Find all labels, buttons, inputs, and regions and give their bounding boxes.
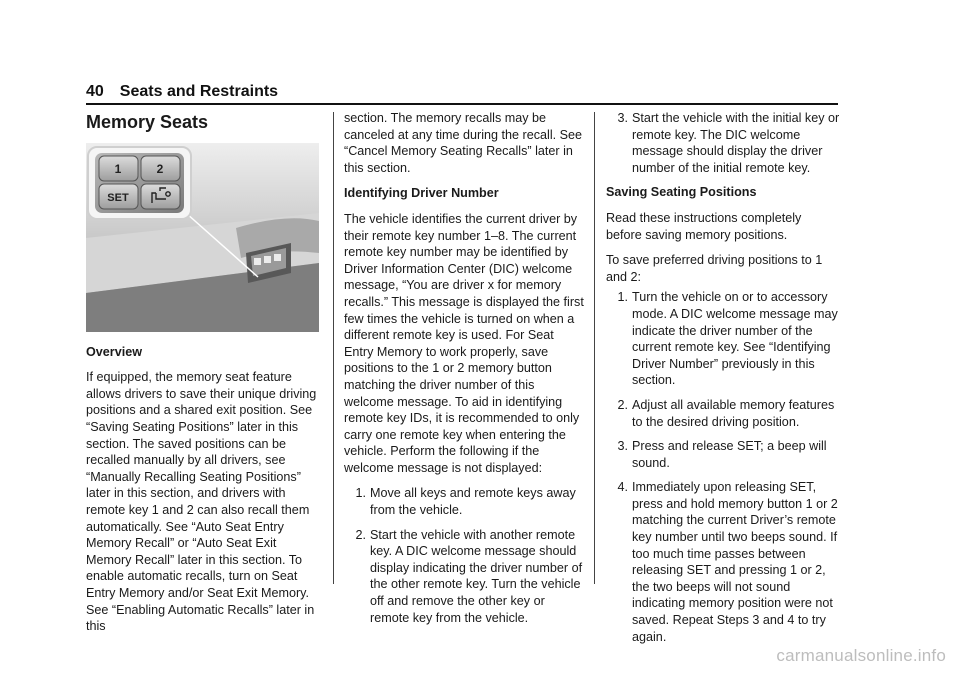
saving-positions-heading: Saving Seating Positions xyxy=(606,185,757,200)
step-text: Turn the vehicle on or to accessory mode. A DIC welcome message may indicate the driver number of the current remote key. See “Identifying Driver Number” previously in this section. xyxy=(632,290,838,388)
step-number: 1. xyxy=(617,290,628,305)
memory-seat-figure xyxy=(86,143,319,332)
identifying-driver-text: The vehicle identifies the current driver by their remote key number 1–8. The current remote key number may be identified by Driver Information Center (DIC) welcome message, “You are driver x for memory recalls.” This message is displayed the first few times the vehicle is turned on when a different remote key is used. For Seat Entry Memory to work properly, save positions to the 1 or 2 memory button matching the driver number of this welcome message. To aid in identifying remote key IDs, it is recommended to only carry one remote key when entering the vehicle. Perform the following if the welcome message is not displayed: xyxy=(344,211,584,475)
step-text: Start the vehicle with the initial key or remote key. The DIC welcome message should display the driver number of the initial remote key. xyxy=(632,111,840,175)
watermark: carmanualsonline.info xyxy=(776,646,946,665)
step-number: 2. xyxy=(617,397,628,412)
page-number: 40 xyxy=(86,83,104,100)
identifying-driver-heading: Identifying Driver Number xyxy=(344,186,499,201)
list-item xyxy=(344,527,584,627)
column-2 xyxy=(344,110,584,634)
step-text: Immediately upon releasing SET, press and hold memory button 1 or 2 matching the current Driver’s remote key number until two beeps sound. If too much time passes between releasing SET and pressing 1 or 2, the two beeps will not sound indicating memory position were not saved. Repeat Steps 3 and 4 to try again. xyxy=(632,480,838,644)
list-item xyxy=(606,289,840,389)
header-rule xyxy=(86,103,838,105)
list-item xyxy=(606,479,840,645)
step-text: Move all keys and remote keys away from the vehicle. xyxy=(370,486,576,518)
step-number: 3. xyxy=(617,111,628,125)
overview-heading: Overview xyxy=(86,344,143,359)
page-title: Memory Seats xyxy=(86,112,209,132)
step-text: Start the vehicle with another remote key. A DIC welcome message should display indicating the driver number of the other remote key. Turn the vehicle off and remove the other key or remote key from the vehicle. xyxy=(370,527,583,625)
set-button: SET xyxy=(107,191,129,204)
step-number: 3. xyxy=(617,439,628,454)
list-item xyxy=(606,110,840,176)
step-text: Adjust all available memory features to the desired driving position. xyxy=(632,397,835,429)
memory-buttons-photo xyxy=(86,143,319,332)
step-number: 1. xyxy=(355,486,366,501)
column-divider-1 xyxy=(333,112,334,584)
section-title: Seats and Restraints xyxy=(119,83,279,100)
saving-intro-text: To save preferred driving positions to 1 and 2: xyxy=(606,253,823,284)
memory-button-1: 1 xyxy=(114,161,122,176)
list-item xyxy=(606,438,840,471)
overview-text: If equipped, the memory seat feature allows drivers to save their unique driving positions and a shared exit position. See “Saving Seating Positions” later in this section. The saved positions can be recalled manually by all drivers, see “Manually Recalling Seating Positions” later in this section, and drivers with remote key 1 and 2 can also recall them automatically. See “Auto Seat Entry Memory Recall” or “Auto Seat Exit Memory Recall” later in this section. To enable automatic recalls, turn on Seat Entry Memory and/or Seat Exit Memory. See “Enabling Automatic Recalls” later in this xyxy=(86,370,317,634)
list-item xyxy=(606,397,840,430)
list-item xyxy=(344,485,584,518)
step-number: 4. xyxy=(617,480,628,495)
memory-button-2: 2 xyxy=(156,161,164,176)
step-text: Press and release SET; a beep will sound. xyxy=(632,439,827,470)
column-divider-2 xyxy=(594,112,595,584)
page-header xyxy=(86,83,278,101)
column-1 xyxy=(86,110,322,644)
recall-cancel-text: section. The memory recalls may be canceled at any time during the recall. See “Cancel Memory Seating Recalls” later in this section. xyxy=(344,111,583,175)
column-3 xyxy=(606,110,840,653)
step-number: 2. xyxy=(355,527,366,542)
saving-instructions-text: Read these instructions completely before saving memory positions. xyxy=(606,210,802,242)
